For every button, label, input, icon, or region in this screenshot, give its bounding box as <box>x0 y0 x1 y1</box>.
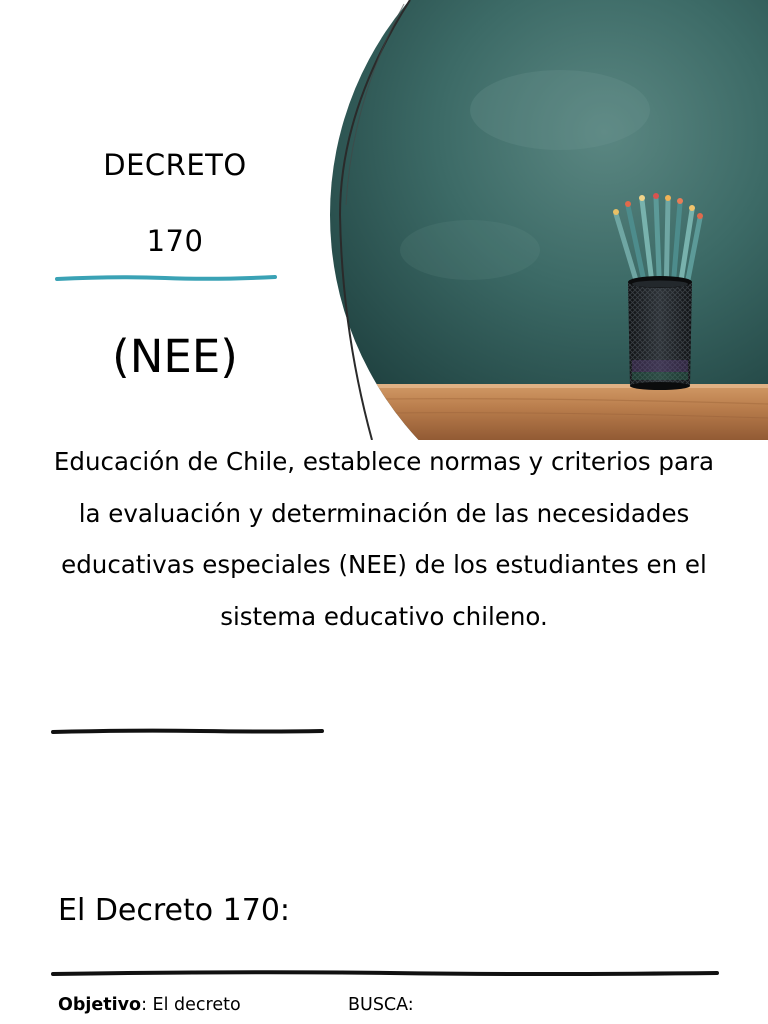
section-title: El Decreto 170: <box>58 893 291 928</box>
busca-label: BUSCA: <box>348 995 414 1015</box>
title-decreto: DECRETO <box>103 148 247 182</box>
title-acronym: (NEE) <box>112 330 238 383</box>
divider-long <box>50 964 720 982</box>
divider-short <box>50 722 325 740</box>
description-paragraph: Educación de Chile, establece normas y criterios para la evaluación y determinación de las necesidades educativas especiales (NEE) de los estudiantes en el sistema educativo chileno. <box>53 447 715 631</box>
teal-divider <box>55 268 277 288</box>
objective-label: Objetivo <box>58 995 142 1015</box>
objective-text <box>58 993 308 1017</box>
objective-body: : El decreto <box>141 995 241 1015</box>
title-number: 170 <box>146 224 204 258</box>
